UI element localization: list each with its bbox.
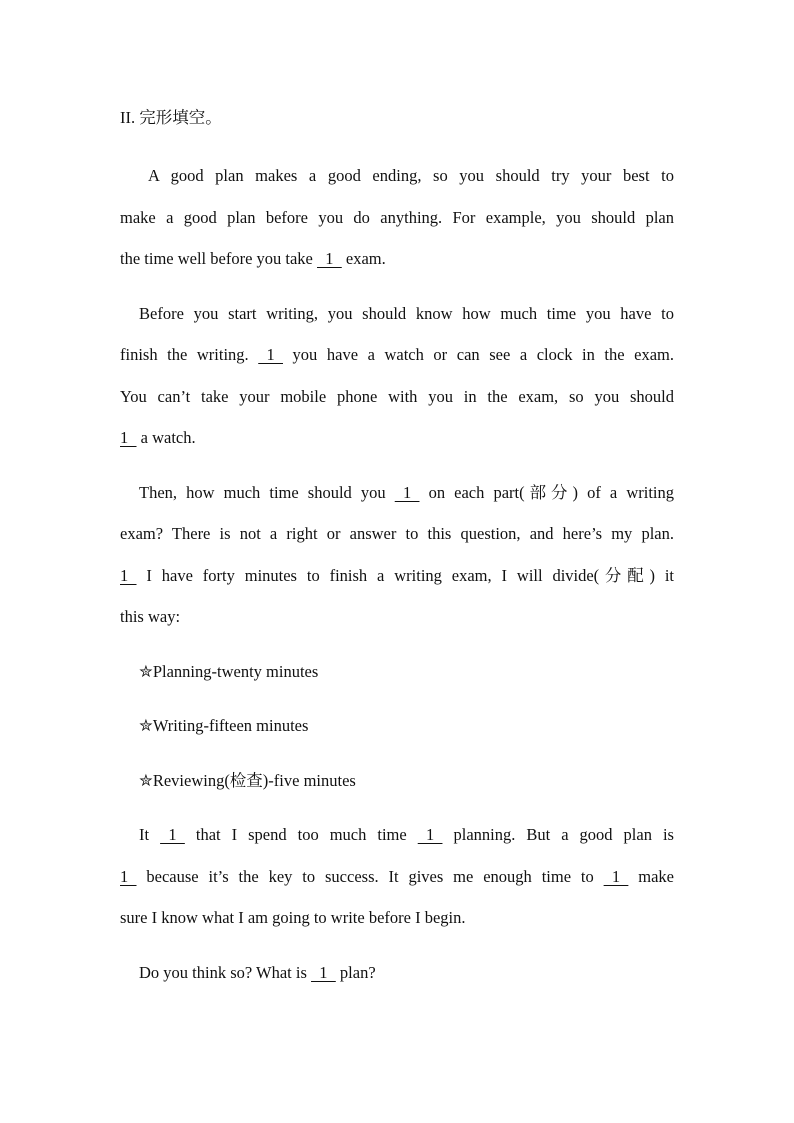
line-text: You can’t take your mobile phone with you in the exam, so you should — [120, 386, 674, 406]
paragraph-line — [120, 293, 674, 335]
answer-blank: 1 — [258, 345, 283, 364]
line-text: finish the writing. — [120, 345, 259, 364]
bullet-item — [120, 651, 674, 693]
line-text: a watch. — [136, 428, 196, 447]
answer-blank: 1 — [120, 866, 137, 886]
paragraph-line — [120, 897, 674, 939]
bullet-text: Reviewing(检查)-five minutes — [152, 770, 356, 790]
paragraph-line — [120, 856, 674, 898]
star-icon: ✮ — [139, 661, 153, 681]
bullet-item — [120, 760, 674, 802]
paragraph-line — [120, 952, 674, 994]
paragraph-line — [120, 334, 674, 376]
paragraph-watch — [120, 293, 674, 459]
line-text: make — [628, 866, 674, 886]
line-text: sure I know what I am going to write before I begin. — [120, 908, 466, 927]
bullet-text: Writing-fifteen minutes — [152, 716, 309, 735]
answer-blank: 1 — [317, 249, 342, 268]
answer-blank: 1 — [394, 482, 420, 502]
line-text: A good plan makes a good ending, so you should try your best to — [148, 166, 674, 185]
paragraph-line — [120, 417, 674, 459]
paragraph-question — [120, 952, 674, 994]
bullet-text: Planning-twenty minutes — [152, 661, 319, 681]
line-text: on each part(部分) of a writing — [419, 482, 675, 502]
line-text: planning. But a good plan is — [442, 825, 674, 844]
paragraph-line — [120, 238, 674, 280]
line-text: Do you think so? What is — [139, 962, 312, 982]
line-text: the time well before you take — [120, 249, 318, 268]
bullet-item — [120, 705, 674, 747]
line-text: plan? — [335, 962, 376, 982]
answer-blank: 1 — [120, 565, 137, 585]
paragraph-line — [120, 376, 674, 418]
line-text: It — [139, 825, 161, 844]
line-text: I have forty minutes to finish a writing exam, I will divide(分配) it — [136, 565, 674, 585]
line-text: Before you start writing, you should know how much time you have to — [139, 303, 674, 323]
answer-blank: 1 — [417, 825, 443, 844]
answer-blank: 1 — [120, 428, 137, 447]
paragraph-intro — [120, 155, 674, 280]
paragraph-line — [120, 555, 674, 597]
line-text: you have a watch or can see a clock in the exam. — [282, 345, 675, 364]
line-text: because it’s the key to success. It gives me enough time to — [136, 866, 604, 886]
paragraph-line — [120, 155, 674, 197]
section-heading: II. 完形填空。 — [120, 108, 222, 127]
answer-blank: 1 — [311, 962, 336, 982]
paragraph-line — [120, 472, 674, 514]
line-text: make a good plan before you do anything. For example, you should plan — [120, 207, 674, 227]
line-text: exam? There is not a right or answer to this question, and here’s my plan. — [120, 524, 674, 543]
paragraph-time — [120, 472, 674, 638]
answer-blank: 1 — [603, 866, 629, 886]
line-text: exam. — [341, 249, 386, 268]
paragraph-line — [120, 596, 674, 638]
text-column — [120, 100, 674, 1006]
paragraph-line — [120, 814, 674, 856]
star-icon: ✮ — [139, 716, 153, 735]
paragraph-spend — [120, 814, 674, 939]
star-icon: ✮ — [139, 770, 153, 790]
line-text: this way: — [120, 607, 181, 626]
paragraph-line — [120, 197, 674, 239]
line-text: Then, how much time should you — [139, 482, 395, 502]
line-text: that I spend too much time — [184, 825, 418, 844]
answer-blank: 1 — [160, 825, 185, 844]
paragraph-line — [120, 513, 674, 555]
